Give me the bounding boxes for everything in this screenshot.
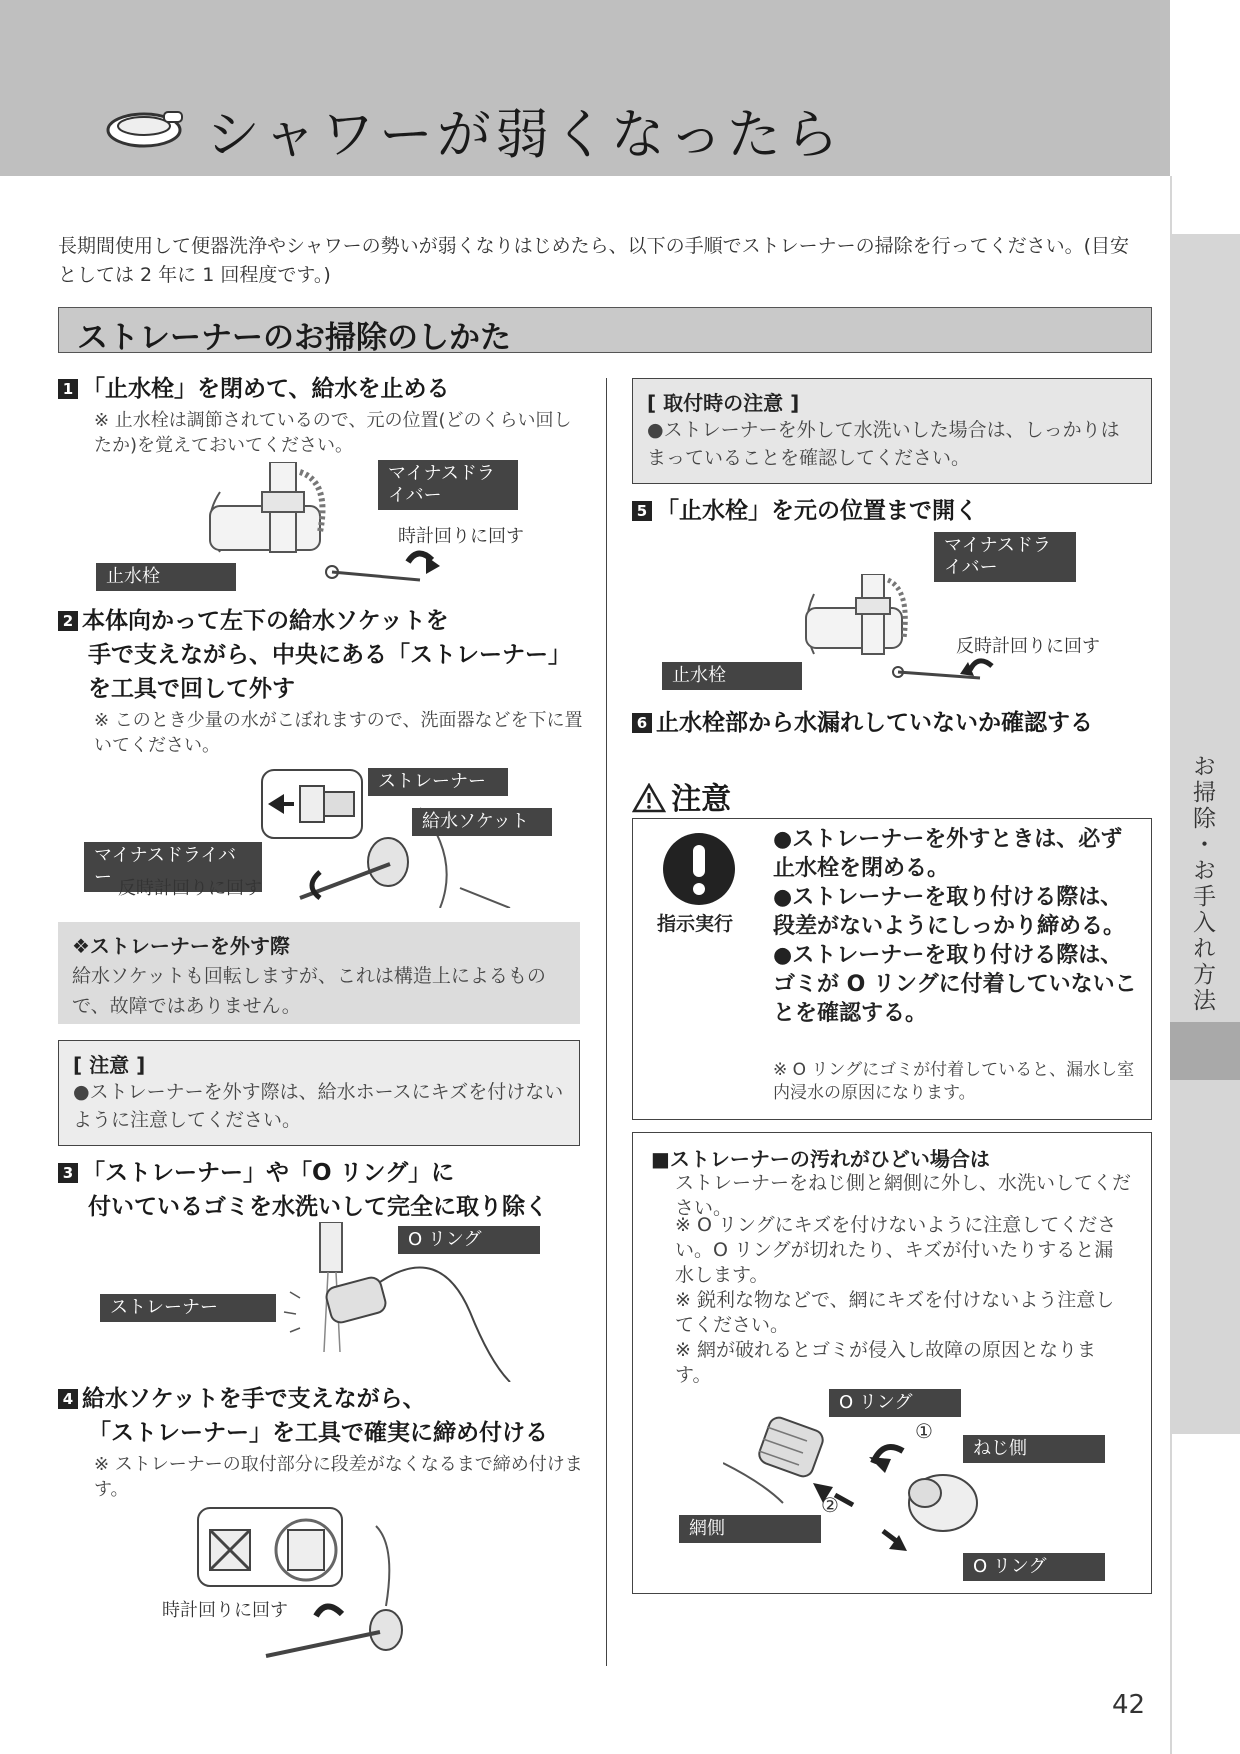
step-2-title-2: 手で支えながら、中央にある「ストレーナー」 <box>88 642 571 668</box>
valve-illustration-5 <box>800 574 1020 684</box>
caution-small-box <box>58 1040 580 1146</box>
label-valve-5: 止水栓 <box>662 662 802 690</box>
step-4-title <box>58 1382 426 1416</box>
step-1-title <box>58 372 450 406</box>
page-header <box>0 0 1170 176</box>
step-6-text: 止水栓部から水漏れしていないか確認する <box>656 710 1093 736</box>
caution-small-body: ●ストレーナーを外す際は、給水ホースにキズを付けないように注意してください。 <box>73 1081 564 1131</box>
step-2-number: 2 <box>58 611 78 631</box>
caution-note: ※ O リングにゴミが付着していると、漏水し室内浸水の原因になります。 <box>773 1060 1135 1103</box>
label-strainer-2: ストレーナー <box>368 768 508 796</box>
caption-clockwise-4: 時計回りに回す <box>162 1600 288 1621</box>
page-title: シャワーが弱くなったら <box>206 103 843 166</box>
label-valve-1: 止水栓 <box>96 563 236 591</box>
dirty-title: ■ストレーナーの汚れがひどい場合は <box>651 1147 990 1171</box>
side-tab <box>1170 234 1240 1434</box>
caution-list <box>773 825 1139 1028</box>
step-6-number: 6 <box>632 713 652 733</box>
step-3-text-1: 「ストレーナー」や「O リング」に <box>82 1160 455 1186</box>
section-heading <box>58 307 1152 356</box>
side-tab-marker <box>1170 1022 1240 1080</box>
step-2-note: ※ このとき少量の水がこぼれますので、洗面器などを下に置いてください。 <box>94 710 583 756</box>
caution-heading <box>632 774 731 818</box>
step-4-note: ※ ストレーナーの取付部分に段差がなくなるまで締め付けます。 <box>94 1454 583 1500</box>
label-strainer-3: ストレーナー <box>100 1294 276 1322</box>
dirty-body: ストレーナーをねじ側と網側に外し、水洗いしてください。 <box>675 1172 1132 1219</box>
toilet-seat-icon <box>104 104 186 152</box>
section-title: ストレーナーのお掃除のしかた <box>77 320 511 356</box>
dirty-notes <box>675 1213 1131 1388</box>
caution-box <box>632 818 1152 1120</box>
dirty-note-3: ※ 網が破れるとゴミが侵入し故障の原因となります。 <box>675 1339 1096 1386</box>
install-note-title: [ 取付時の注意 ] <box>647 391 800 415</box>
warning-triangle-icon <box>632 783 666 813</box>
install-note-body: ●ストレーナーを外して水洗いした場合は、しっかりはまっていることを確認してください。 <box>647 419 1120 469</box>
intro-text: 長期間使用して便器洗浄やシャワーの勢いが弱くなりはじめたら、以下の手順でストレーナーの掃除を行ってください。(目安としては 2 年に 1 回程度です。) <box>58 235 1130 286</box>
install-note-box <box>632 378 1152 484</box>
dirty-note-2: ※ 鋭利な物などで、網にキズを付けないよう注意してください。 <box>675 1289 1115 1336</box>
step-2-title-3: を工具で回して外す <box>88 676 295 702</box>
dirty-strainer-box <box>632 1132 1152 1594</box>
caution-small-title: [ 注意 ] <box>73 1053 146 1077</box>
caption-counterclockwise-5: 反時計回りに回す <box>956 636 1100 657</box>
remove-note-box <box>58 922 580 1024</box>
caution-item-3: ●ストレーナーを取り付ける際は、ゴミが O リングに付着していないことを確認する。 <box>773 943 1137 1026</box>
page-number: 42 <box>1112 1690 1146 1720</box>
step-5-text: 「止水栓」を元の位置まで開く <box>656 498 978 524</box>
tighten-illustration-4 <box>196 1506 536 1662</box>
caution-item-1: ●ストレーナーを外すときは、必ず止水栓を閉める。 <box>773 827 1123 881</box>
remove-note-title: ❖ストレーナーを外す際 <box>72 934 290 958</box>
caution-title: 注意 <box>671 782 732 817</box>
step-2-text-1: 本体向かって左下の給水ソケットを <box>82 608 449 634</box>
label-oring-bottom: O リング <box>963 1553 1105 1581</box>
caption-clockwise-1: 時計回りに回す <box>398 526 524 547</box>
label-oring-3: O リング <box>398 1226 540 1254</box>
dirty-note-1: ※ O リングにキズを付けないように注意してください。O リングが切れたり、キズが付いたりすると漏水します。 <box>675 1214 1117 1286</box>
label-socket-2: 給水ソケット <box>412 808 552 836</box>
side-tab-label: お掃除・お手入れ方法 <box>1189 754 1215 1014</box>
step-4-title-2: 「ストレーナー」を工具で確実に締め付ける <box>88 1420 548 1446</box>
step-3-title <box>58 1156 454 1190</box>
step-1-note: ※ 止水栓は調節されているので、元の位置(どのくらい回したか)を覚えておいてください。 <box>94 410 572 456</box>
caution-item-2: ●ストレーナーを取り付ける際は、段差がないようにしっかり締める。 <box>773 885 1126 939</box>
step-5-title <box>632 494 978 528</box>
column-divider <box>606 378 607 1666</box>
strainer-parts-illustration <box>723 1403 1023 1573</box>
label-oring-top: O リング <box>829 1389 961 1417</box>
step-6-title <box>632 706 1093 740</box>
step-mark-1: ① <box>915 1419 933 1443</box>
step-4-text-1: 給水ソケットを手で支えながら、 <box>82 1386 426 1412</box>
label-mesh-side: 網側 <box>679 1515 821 1543</box>
label-driver-2: マイナスドライバー <box>84 842 262 892</box>
step-2-title <box>58 604 449 638</box>
mandatory-action-label: 指示実行 <box>657 913 734 935</box>
remove-note-body: 給水ソケットも回転しますが、これは構造上によるもので、故障ではありません。 <box>72 965 546 1017</box>
mandatory-action-icon <box>661 831 737 907</box>
step-3-title-2: 付いているゴミを水洗いして完全に取り除く <box>88 1194 548 1220</box>
step-3-number: 3 <box>58 1163 78 1183</box>
label-driver-1: マイナスドライバー <box>378 460 518 510</box>
step-5-number: 5 <box>632 501 652 521</box>
step-mark-2: ② <box>821 1493 839 1517</box>
label-screw-side: ねじ側 <box>963 1435 1105 1463</box>
caption-counterclockwise-2: 反時計回りに回す <box>118 878 262 899</box>
label-driver-5: マイナスドライバー <box>934 532 1076 582</box>
step-1-number: 1 <box>58 379 78 399</box>
step-4-number: 4 <box>58 1389 78 1409</box>
step-1-text: 「止水栓」を閉めて、給水を止める <box>82 376 450 402</box>
